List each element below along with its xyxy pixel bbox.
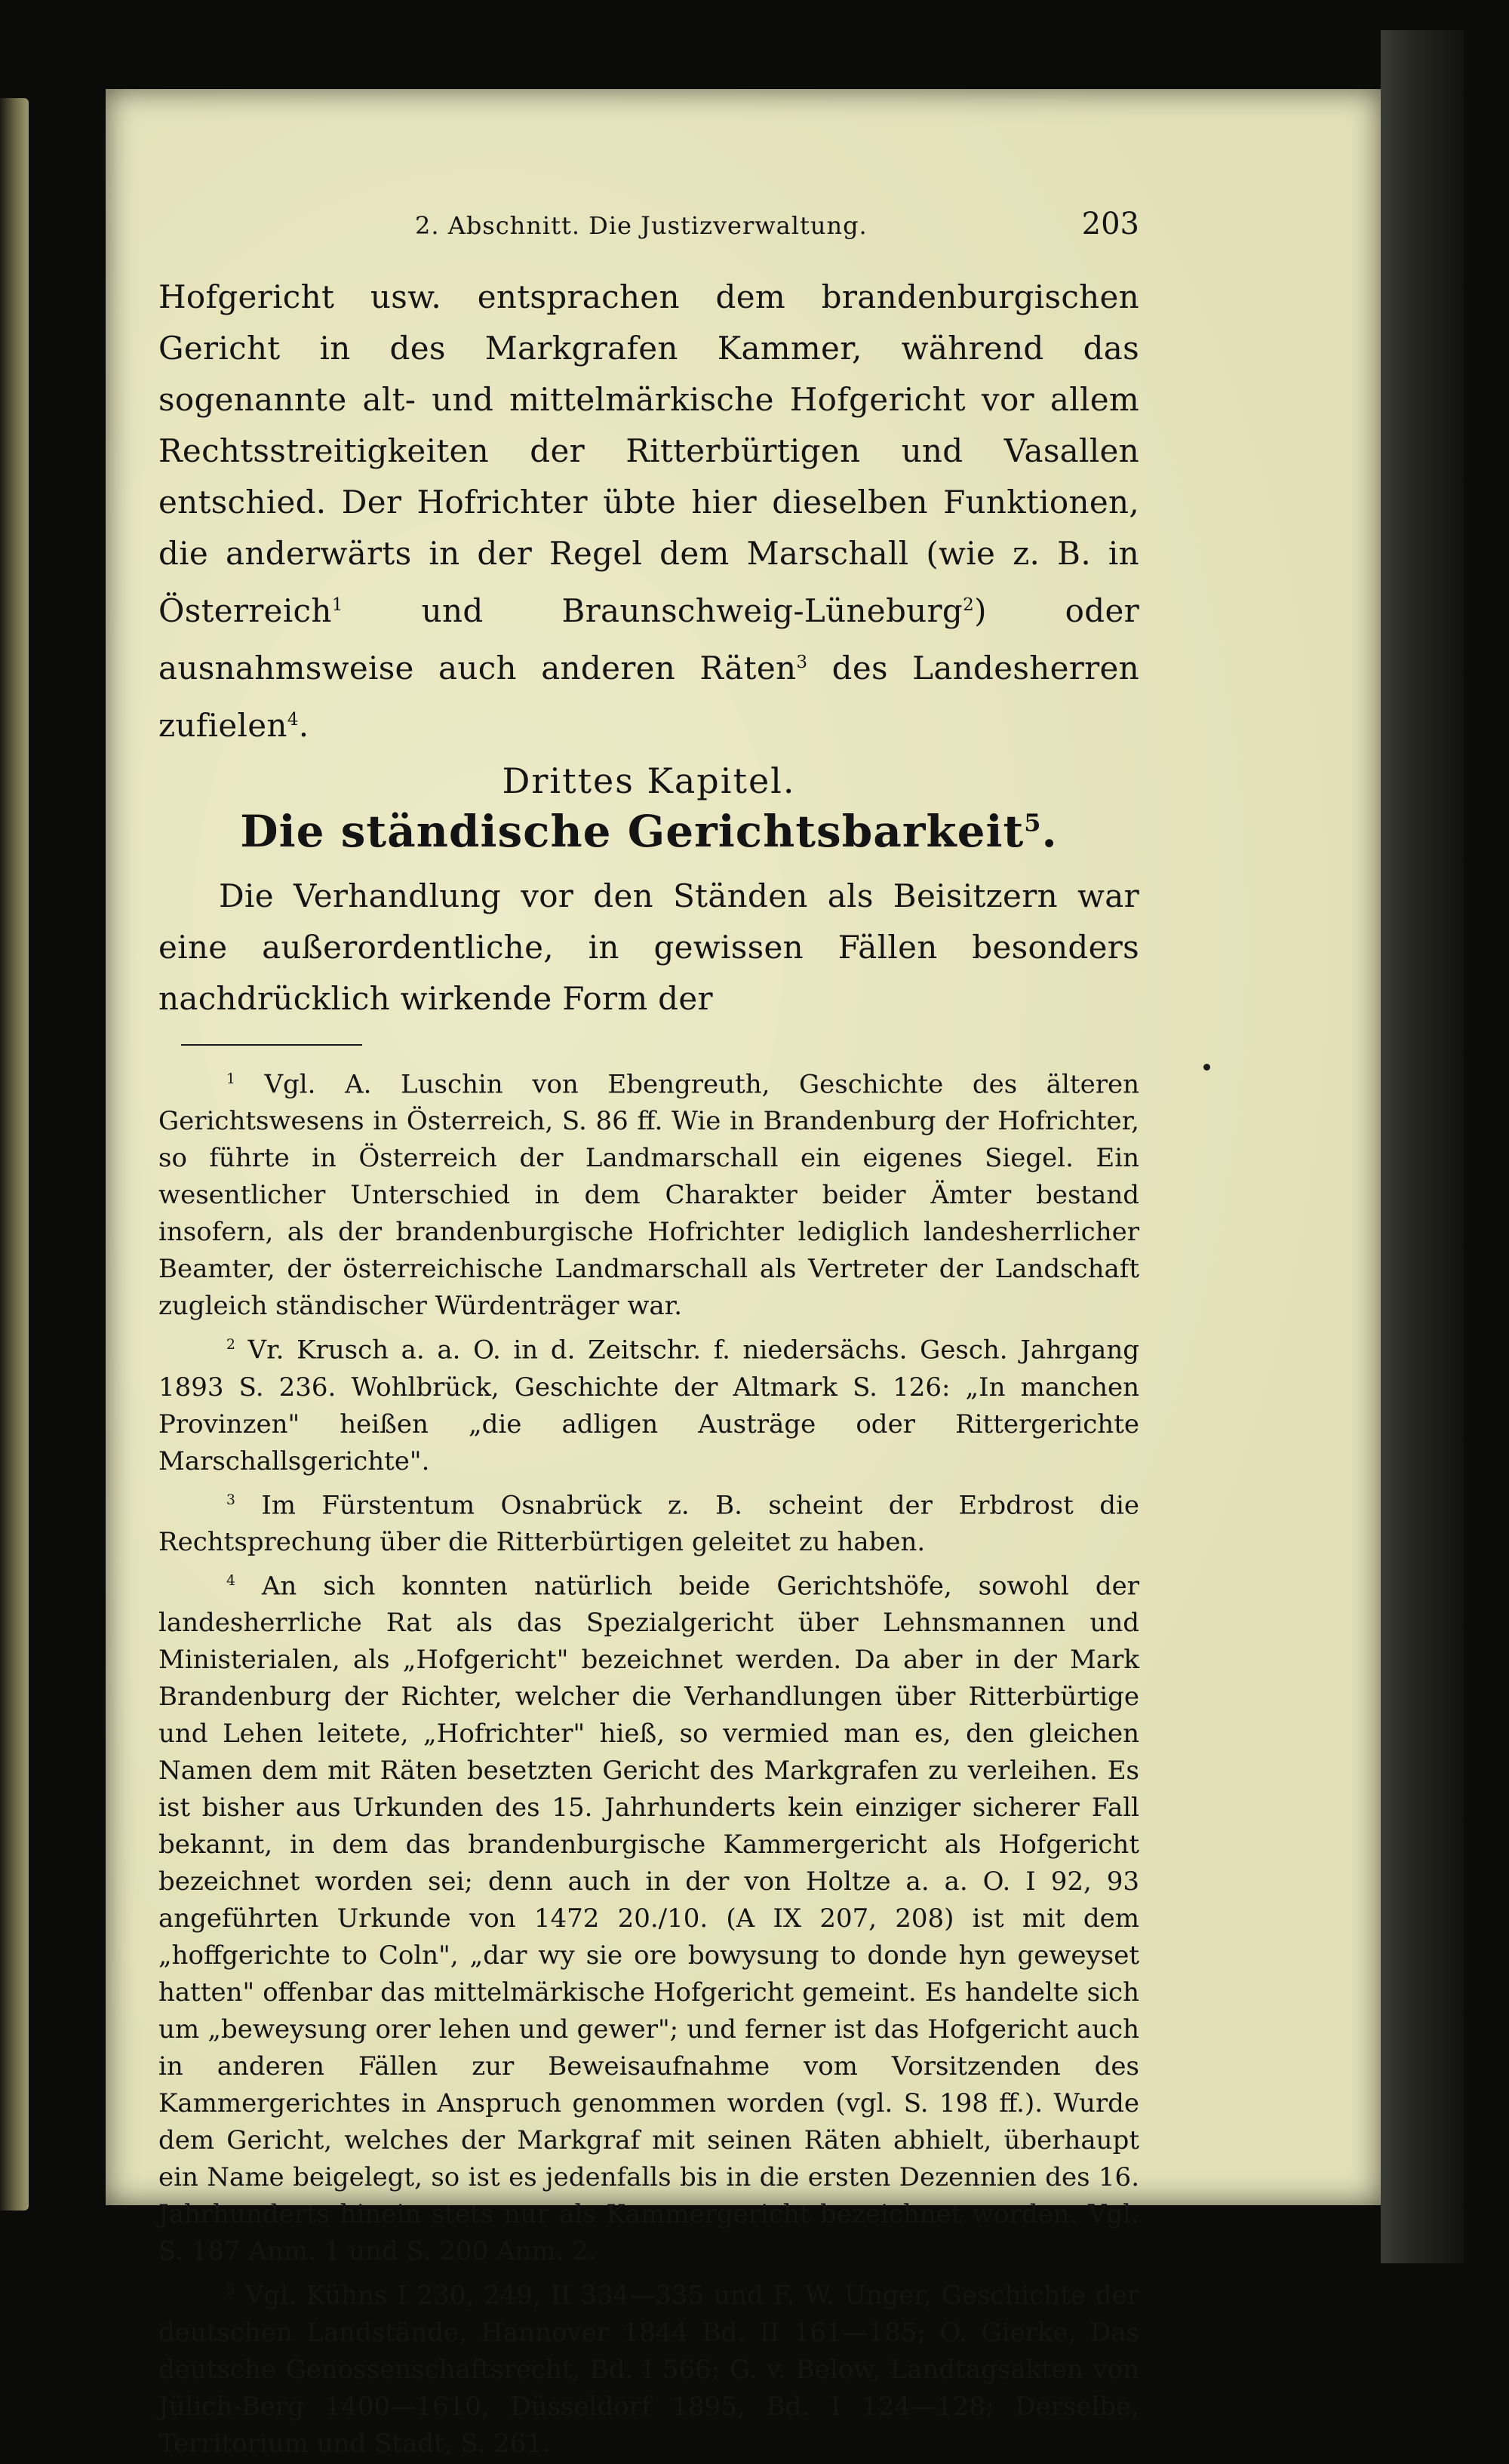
chapter-title-end: . xyxy=(1041,806,1058,857)
footnote-number: 5 xyxy=(226,2282,235,2299)
body-paragraph: Die Verhandlung vor den Ständen als Beisitzern war eine außerordentliche, in gewissen Fällen besonders nachdrücklich wirkende Form der xyxy=(158,877,1139,1017)
footnote-text: Vgl. A. Luschin von Ebengreuth, Geschichte des älteren Gerichtswesens in Österreich, S. 86 ff. Wie in Brandenburg der Hofrichter, so führte in Österreich der Landmarschall ein eigenes Siegel. Ein wesentlicher Unterschied in dem Charakter beider Ämter bestand insofern, als der brandenburgische Hofrichter lediglich landesherrlicher Beamter, der österreichische Landmarschall als Vertreter der Landschaft zugleich ständischer Würdenträger war. xyxy=(158,1069,1139,1322)
page-content xyxy=(158,207,1140,2464)
footnote xyxy=(158,2272,1139,2462)
page-header xyxy=(158,207,1139,264)
footnote-number: 4 xyxy=(226,1572,235,1589)
footnote-ref: 3 xyxy=(796,653,808,672)
chapter-heading: Drittes Kapitel. xyxy=(502,760,796,801)
footnote-number: 1 xyxy=(226,1071,235,1087)
paragraph-text: des Landesherren zufielen xyxy=(158,650,1139,744)
footnote-text: Vr. Krusch a. a. O. in d. Zeitschr. f. niedersächs. Gesch. Jahrgang 1893 S. 236. Wohlbrück, Geschichte der Altmark S. 126: „In manchen Provinzen" heißen „die adligen Austräge oder Rittergerichte Marschallsgerichte". xyxy=(158,1335,1139,1476)
ink-spot xyxy=(1203,1064,1210,1071)
footnote-text: Vgl. Kühns I 230, 249, II 334—335 und F. W. Unger, Geschichte der deutschen Landstände, Hannover 1844 Bd. II 161—185; O. Gierke, Das deutsche Genossenschaftsrecht, Bd. I 566; G. v. Below, Landtagsakten von Jülich-Berg 1400—1610, Düsseldorf 1895, Bd. I 124—128; Derselbe, Territorium und Stadt, S. 261. xyxy=(158,2280,1139,2459)
footnote-ref: 2 xyxy=(963,595,975,615)
paragraph-text: ) oder ausnahmsweise auch anderen Räten xyxy=(158,592,1139,687)
footnote-ref: 4 xyxy=(287,710,299,730)
footnote xyxy=(158,1326,1139,1479)
paragraph-text: . xyxy=(298,707,309,744)
body-paragraph xyxy=(158,272,1139,751)
footnote xyxy=(158,1562,1139,2270)
paragraph-text: Hofgericht usw. entsprachen dem brandenburgischen Gericht in des Markgrafen Kammer, während das sogenannte alt- und mittelmärkische Hofgericht vor allem Rechtsstreitigkeiten der Ritterbürtigen und Vasallen entschied. Der Hofrichter übte hier dieselben Funktionen, die anderwärts in der Regel dem Marschall (wie z. B. in Österreich xyxy=(158,278,1139,629)
footnote-number: 3 xyxy=(226,1492,235,1508)
chapter-title xyxy=(158,806,1139,857)
footnote xyxy=(158,1482,1139,1561)
chapter-title-text: Die ständische Gerichtsbarkeit xyxy=(240,806,1025,857)
footnote-rule xyxy=(181,1044,362,1046)
adjacent-page-edge xyxy=(0,98,29,2211)
footnote xyxy=(158,1061,1139,1325)
footnote-ref: 5 xyxy=(1024,808,1042,837)
footnote-text: Im Fürstentum Osnabrück z. B. scheint der Erbdrost die Rechtsprechung über die Ritterbürtigen geleitet zu haben. xyxy=(158,1489,1139,1557)
footnote-number: 2 xyxy=(226,1337,235,1353)
book-cover-edge xyxy=(1381,30,1464,2263)
running-head: 2. Abschnitt. Die Justizverwaltung. xyxy=(415,211,868,240)
footnote-ref: 1 xyxy=(331,595,343,615)
paragraph-text: und Braunschweig-Lüneburg xyxy=(343,592,963,629)
page-number: 203 xyxy=(1081,207,1139,241)
footnote-text: An sich konnten natürlich beide Gerichtshöfe, sowohl der landesherrliche Rat als das Spezialgericht über Lehnsmannen und Ministerialen, als „Hofgericht" bezeichnet werden. Da aber in der Mark Brandenburg der Richter, welcher die Verhandlungen über Ritterbürtige und Lehen leitete, „Hofrichter" hieß, so vermied man es, den gleichen Namen dem mit Räten besetzten Gericht des Markgrafen zu verleihen. Es ist bisher aus Urkunden des 15. Jahrhunderts kein einziger sicherer Fall bekannt, in dem das brandenburgische Kammergericht als Hofgericht bezeichnet worden sei; denn auch in der von Holtze a. a. O. I 92, 93 angeführten Urkunde von 1472 20./10. (A IX 207, 208) ist mit dem „hoffgerichte to Coln", „dar wy sie ore bowysung to donde hyn geweyset hatten" offenbar das mittelmärkische Hofgericht gemeint. Es handelte sich um „beweysung orer lehen und gewer"; und ferner ist das Hofgericht auch in anderen Fällen zur Beweisaufnahme vom Vorsitzenden des Kammergerichtes in Anspruch genommen worden (vgl. S. 198 ff.). Wurde dem Gericht, welches der Markgraf mit seinen Räten abhielt, überhaupt ein Name beigelegt, so ist es jedenfalls bis in die ersten Dezennien des 16. Jahrhunderts hinein stets nur als Kammergericht bezeichnet worden. Vgl. S. 187 Anm. 1 und S. 200 Anm. 2. xyxy=(158,1571,1140,2267)
footnotes xyxy=(158,1061,1139,2462)
